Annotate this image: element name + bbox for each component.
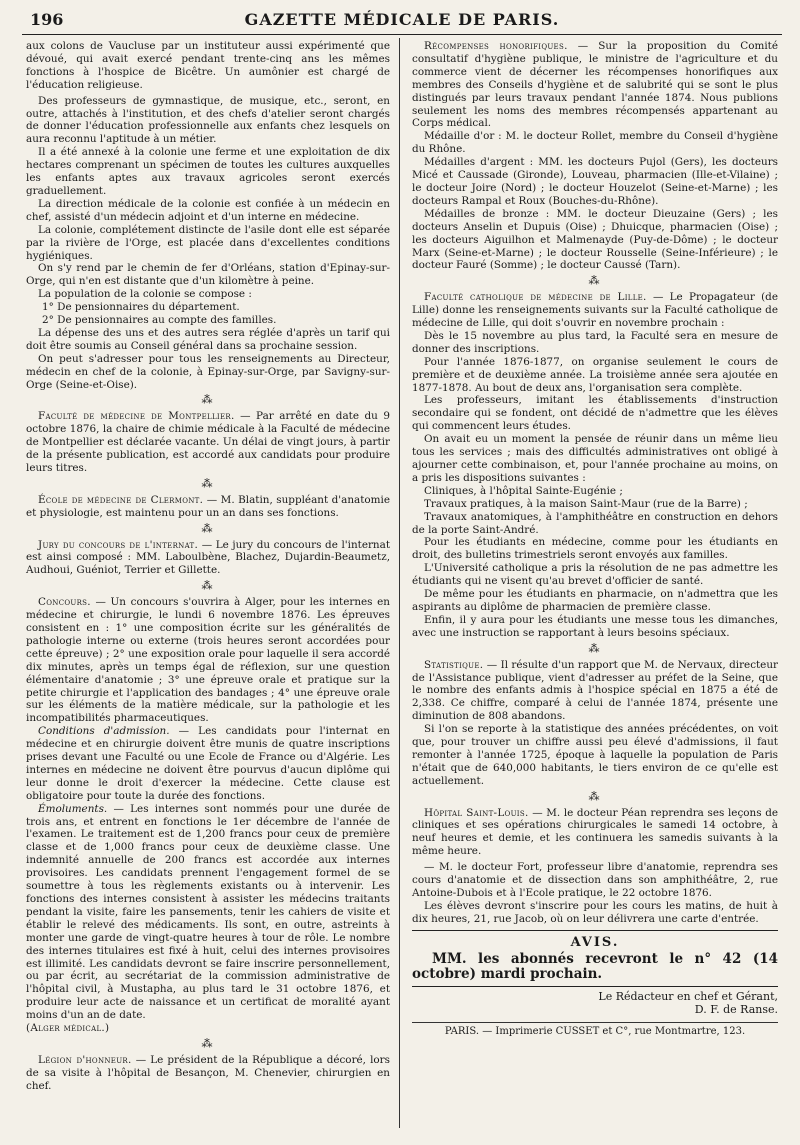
paragraph: De même pour les étudiants en pharmacie, on n'admettra que les aspirants au diplôme de pharmacien de première classe. — [412, 588, 778, 613]
section-separator: ⁂ — [201, 393, 215, 407]
paragraph: On s'y rend par le chemin de fer d'Orléans, station d'Epinay-sur-Orge, qui n'en est distante que d'un kilomètre à peine. — [26, 262, 390, 288]
paragraph: Si l'on se reporte à la statistique des années précédentes, on voit que, pour trouver un chiffre aussi peu élevé d'admissions, il faut remonter à l'année 1725, époque à laquelle la population de Paris n'était que de 640,000 habitants, le tiers environ de ce qu'elle est actuellement. — [412, 723, 778, 787]
paragraph: Médailles de bronze : MM. le docteur Dieuzaine (Gers) ; les docteurs Anselin et Dupuis (Oise) ; Dhuicque, pharmacien (Oise) ; les docteurs Aiguilhon et Malmenayde (Puy-de-Dôme) ; le docteur Marx (Seine-et-Marne) ; le docteur Rousselle (Seine-Inférieure) ; le docteur Fauré (Somme) ; le docteur Caussé (Tarn). — [412, 207, 778, 272]
paragraph: Pour l'année 1876-1877, on organise seulement le cours de première et de deuxième année. La troisième année sera ajoutée en 1877-1878. Au bout de deux ans, l'organisation sera complète. — [412, 355, 778, 394]
left-column — [26, 40, 390, 1093]
avis-rule — [412, 986, 778, 987]
paragraph: La dépense des uns et des autres sera réglée d'après un tarif qui doit être soumis au Conseil général dans sa prochaine session. — [26, 326, 390, 352]
article-body: — Les internes sont nommés pour une durée de trois ans, et entrent en fonctions le 1er décembre de l'année de l'examen. Le traitement est de 1,200 francs pour ceux de première classe et de 1,000 francs pour ceux de deuxième classe. Une indemnité annuelle de 200 francs est accordée aux internes provisoires. Les candidats prennent l'engagement formel de se soumettre à tous les règlements existants ou à intervenir. Les fonctions des internes consistent à assister les médecins traitants pendant la visite, faire les pansements, tenir les cahiers de visite et établir le relevé des médicaments. Ils sont, en outre, astreints à monter une garde de vingt-quatre heures à tour de rôle. Le nombre des internes titulaires est fixé à huit, celui des internes provisoires est illimité. Les candidats devront se faire inscrire personnellement, ou par écrit, au secrétariat de la commission administrative de l'hôpital civil, à Mustapha, au plus tard le 31 octobre 1876, et produire leur acte de naissance et un certificat de moralité ayant moins d'un an de date. — [26, 802, 390, 1022]
paragraph: Dès le 15 novembre au plus tard, la Faculté sera en mesure de donner des inscriptions. — [412, 329, 778, 355]
page-header — [22, 10, 782, 35]
paragraph: L'Université catholique a pris la résolution de ne pas admettre les étudiants qui ne visent qu'au brevet d'officier de santé. — [412, 562, 778, 588]
paragraph: Médailles d'argent : MM. les docteurs Pujol (Gers), les docteurs Micé et Caussade (Gironde), Louveau, pharmacien (Ille-et-Vilaine) ; le docteur Joire (Nord) ; le docteur Houzelot (Seine-et-Marne) ; les docteurs Rampal et Roux (Bouches-du-Rhône). — [412, 156, 778, 207]
article-saint-louis — [412, 807, 778, 859]
section-separator: ⁂ — [588, 789, 602, 803]
section-heading: Faculté de médecine de Montpellier. — [38, 410, 235, 423]
article-body: — Le jury du concours de l'internat est ainsi composé : MM. Laboulbène, Blachez, Dujardin-Beaumetz, Audhoui, Guéniot, Terrier et Gillette. — [26, 538, 390, 577]
article-body: — Le Propagateur (de Lille) donne les renseignements suivants sur la Faculté catholique de médecine de Lille, qui doit s'ouvrir en novembre prochain : — [412, 291, 778, 330]
avis-rule — [412, 930, 778, 931]
article-body: — Le président de la République a décoré, lors de sa visite à l'hôpital de Besançon, M. Chenevier, chirurgien en chef. — [26, 1053, 390, 1092]
article-body: — Il résulte d'un rapport que M. de Nervaux, directeur de l'Assistance publique, vient d'adresser au préfet de la Seine, que le nombre des enfants admis à l'hospice spécial en 1875 a été de 2,338. Ce chiffre, comparé à celui de l'année 1874, présente une diminution de 808 abandons. — [412, 658, 778, 723]
article-montpellier — [26, 410, 390, 475]
paragraph: — M. le docteur Fort, professeur libre d'anatomie, reprendra ses cours d'anatomie et de dissection dans son amphithéâtre, 2, rue Antoine-Dubois et à l'Ecole pratique, le 22 octobre 1876. — [412, 861, 778, 899]
subsection-heading: Conditions d'admission. — [38, 725, 170, 738]
printer-imprint: PARIS. — Imprimerie CUSSET et C°, rue Montmartre, 123. — [444, 1026, 746, 1038]
paragraph: aux colons de Vaucluse par un instituteur aussi expérimenté que dévoué, qui avait exercé pendant trente-cinq ans les mêmes fonctions à l'hospice de Bicêtre. Un aumônier est chargé de l'éducation religieuse. — [26, 40, 390, 91]
paragraph: Il a été annexé à la colonie une ferme et une exploitation de dix hectares comprenant un spécimen de toutes les cultures auxquelles les enfants aptes aux travaux agricoles seront exercés graduellement. — [26, 146, 390, 197]
avis-text: MM. les abonnés recevront le n° 42 (14 octobre) mardi prochain. — [412, 950, 778, 982]
printer-rule — [412, 1022, 778, 1023]
article-body: — Par arrêté en date du 9 octobre 1876, la chaire de chimie médicale à la Faculté de médecine de Montpellier est déclarée vacante. Un délai de vingt jours, à partir de la présente publication, est accordé aux candidats pour produire leurs titres. — [26, 410, 390, 474]
paragraph: La direction médicale de la colonie est confiée à un médecin en chef, assisté d'un médecin adjoint et d'un interne en médecine. — [26, 197, 390, 223]
paragraph: Des professeurs de gymnastique, de musique, etc., seront, en outre, attachés à l'institution, et des chefs d'atelier seront chargés de donner l'éducation professionnelle aux enfants chez lesquels on aura reconnu l'aptitude à un métier. — [26, 94, 390, 146]
section-separator: ⁂ — [201, 1036, 215, 1050]
paragraph: Travaux pratiques, à la maison Saint-Maur (rue de la Barre) ; — [424, 497, 748, 510]
paragraph: Les élèves devront s'inscrire pour les cours les matins, de huit à dix heures, 21, rue Jacob, où on leur délivrera une carte d'entrée. — [412, 899, 778, 925]
avis-title: AVIS. — [570, 934, 620, 950]
signature-role: Le Rédacteur en chef et Gérant, — [598, 989, 778, 1003]
list-item: 2° De pensionnaires au compte des familles. — [42, 314, 277, 327]
source-credit: (Alger médical.) — [26, 1022, 110, 1035]
paragraph: On peut s'adresser pour tous les renseignements au Directeur, médecin en chef de la colonie, à Epinay-sur-Orge, par Savigny-sur-Orge (Seine-et-Oise). — [26, 352, 390, 391]
article-conditions — [26, 725, 390, 802]
article-clermont — [26, 494, 390, 520]
page-number: 196 — [30, 10, 64, 29]
paragraph: Travaux anatomiques, à l'amphithéâtre en construction en dehors de la porte Saint-André. — [412, 510, 778, 536]
paragraph: La population de la colonie se compose : — [38, 288, 252, 301]
right-column — [412, 40, 778, 1039]
section-separator: ⁂ — [588, 641, 602, 655]
section-separator: ⁂ — [201, 521, 215, 535]
section-heading: Récompenses honorifiques. — [424, 40, 568, 52]
article-legion — [26, 1054, 390, 1093]
article-recompenses — [412, 40, 778, 130]
article-lille — [412, 291, 778, 330]
article-jury — [26, 539, 390, 578]
paragraph: La colonie, complétement distincte de l'asile dont elle est séparée par la rivière de l'Orge, est placée dans d'excellentes conditions hygiéniques. — [26, 223, 390, 262]
article-emoluments — [26, 803, 390, 1022]
article-body: — Un concours s'ouvrira à Alger, pour les internes en médecine et chirurgie, le lundi 6 novembre 1876. Les épreuves consistent en : 1° une composition écrite sur les généralités de pathologie interne ou externe (trois heures seront accordées pour cette épreuve) ; 2° une exposition orale pour laquelle il sera accordé dix minutes, après un temps égal de réflexion, sur une question élémentaire d'anatomie ; 3° une épreuve orale et pratique sur la petite chirurgie et l'application des bandages ; 4° une épreuve orale sur les éléments de la matière médicale, sur la pathologie et les incompatibilités pharmaceutiques. — [26, 596, 390, 725]
paragraph: On avait eu un moment la pensée de réunir dans un même lieu tous les services ; mais des difficultés administratives ont obligé à ajourner cette combinaison, et, pour l'année prochaine au moins, on a pris les dispositions suivantes : — [412, 433, 778, 484]
article-body: — Les candidats pour l'internat en médecine et en chirurgie doivent être munis de quatre inscriptions prises devant une Faculté ou une Ecole de France ou d'Algérie. Les internes en médecine ne doivent être pourvus d'aucun diplôme qui leur donne le droit d'exercer la médecine. Cette clause est obligatoire pour toute la durée des fonctions. — [26, 725, 390, 802]
journal-title: GAZETTE MÉDICALE DE PARIS. — [244, 10, 560, 29]
subsection-heading: Émoluments. — [38, 802, 108, 815]
article-body: — Sur la proposition du Comité consultatif d'hygiène publique, le ministre de l'agriculture et du commerce vient de décerner les récompenses honorifiques aux membres des Conseils d'hygiène et de salubrité qui se sont le plus distingués par leurs travaux pendant l'année 1874. Nous publions seulement les noms des membres récompensés appartenant au Corps médical. — [412, 40, 778, 130]
article-concours — [26, 596, 390, 725]
list-item: 1° De pensionnaires du département. — [42, 301, 240, 314]
section-heading: Hôpital Saint-Louis. — [424, 806, 529, 819]
section-separator: ⁂ — [588, 274, 602, 288]
article-statistique — [412, 659, 778, 724]
paragraph: Les professeurs, imitant les établissements d'instruction secondaire qui se fondent, ont décidé de n'admettre que les élèves qui commencent leurs études. — [412, 394, 778, 433]
section-heading: École de médecine de Clermont. — [38, 493, 204, 506]
section-heading: Faculté catholique de médecine de Lille. — [424, 291, 647, 304]
section-heading: Jury du concours de l'internat. — [38, 538, 199, 551]
paragraph: Enfin, il y aura pour les étudiants une messe tous les dimanches, avec une instruction se rapportant à leurs besoins spéciaux. — [412, 613, 778, 639]
section-separator: ⁂ — [201, 579, 215, 593]
article-body: — M. Blatin, suppléant d'anatomie et physiologie, est maintenu pour un an dans ses fonctions. — [26, 493, 391, 519]
section-heading: Légion d'honneur. — [38, 1053, 132, 1066]
column-divider — [399, 38, 400, 1128]
section-separator: ⁂ — [201, 476, 215, 490]
section-heading: Concours. — [38, 596, 91, 609]
article-body: — M. le docteur Péan reprendra ses leçons de cliniques et ses opérations chirurgicales le samedi 14 octobre, à neuf heures et demie, et les continuera les samedis suivants à la même heure. — [412, 806, 778, 858]
section-heading: Statistique. — [424, 658, 484, 671]
signature-name: D. F. de Ranse. — [694, 1002, 778, 1016]
paragraph: Médaille d'or : M. le docteur Rollet, membre du Conseil d'hygiène du Rhône. — [412, 130, 778, 156]
paragraph: Cliniques, à l'hôpital Sainte-Eugénie ; — [424, 484, 623, 497]
paragraph: Pour les étudiants en médecine, comme pour les étudiants en droit, des bulletins trimestriels seront envoyés aux familles. — [412, 536, 778, 562]
